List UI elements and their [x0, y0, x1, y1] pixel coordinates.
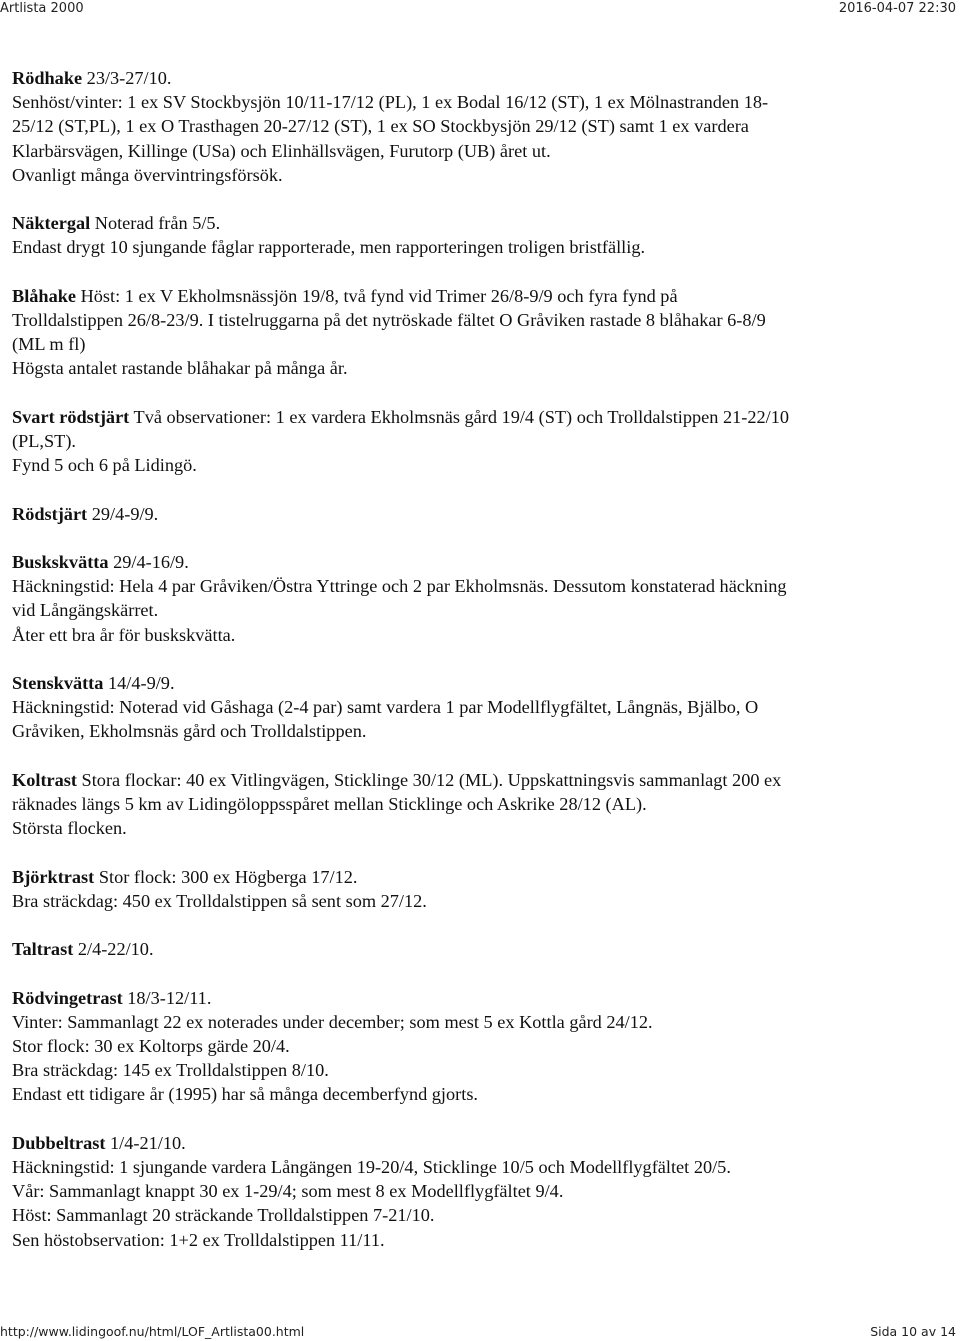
species-heading-line	[12, 768, 948, 792]
species-note: Vår: Sammanlagt knappt 30 ex 1-29/4; som mest 8 ex Modellflygfältet 9/4.	[12, 1181, 564, 1202]
species-heading-line	[12, 405, 948, 429]
page-footer	[0, 1324, 960, 1341]
species-note: Klarbärsvägen, Killinge (USa) och Elinhällsvägen, Furutorp (UB) året ut.	[12, 140, 551, 161]
species-note: (PL,ST).	[12, 431, 76, 451]
species-name: Dubbeltrast	[12, 1132, 106, 1153]
species-note: (ML m fl)	[12, 334, 86, 355]
species-note: Häckningstid: Hela 4 par Gråviken/Östra Yttringe och 2 par Ekholmsnäs. Dessutom konstaterad häckning	[12, 576, 787, 597]
species-name: Taltrast	[12, 939, 74, 960]
species-heading-line	[12, 671, 948, 695]
species-name: Stenskvätta	[12, 672, 104, 693]
species-entry	[12, 671, 948, 744]
species-entry	[12, 986, 948, 1107]
print-timestamp: 2016-04-07 22:30	[838, 1, 956, 16]
species-summary: 29/4-16/9.	[108, 551, 189, 572]
species-heading-line	[12, 1131, 948, 1155]
species-heading-line	[12, 986, 948, 1010]
species-heading-line	[12, 865, 948, 889]
species-note: Största flocken.	[12, 818, 127, 839]
species-entry	[12, 405, 948, 478]
species-summary: Två observationer: 1 ex vardera Ekholmsnäs gård 19/4 (ST) och Trolldalstippen 21-22/10	[129, 406, 789, 427]
species-summary: Höst: 1 ex V Ekholmsnässjön 19/8, två fynd vid Trimer 26/8-9/9 och fyra fynd på	[76, 285, 678, 306]
species-heading-line	[12, 502, 948, 526]
species-entry	[12, 550, 948, 647]
species-note: räknades längs 5 km av Lidingöloppsspåret mellan Sticklinge och Askrike 28/12 (AL).	[12, 793, 647, 814]
species-heading-line	[12, 284, 948, 308]
species-note: Trolldalstippen 26/8-23/9. I tistelruggarna på det nytröskade fältet O Gråviken rastade 8 blåhakar 6-8/9	[12, 310, 766, 330]
species-note: 25/12 (ST,PL), 1 ex O Trasthagen 20-27/12 (ST), 1 ex SO Stockbysjön 29/12 (ST) samt 1 ex vardera	[12, 116, 749, 137]
species-entry	[12, 1131, 948, 1252]
species-entry	[12, 66, 948, 187]
species-name: Buskskvätta	[12, 551, 109, 572]
species-note: Bra sträckdag: 145 ex Trolldalstippen 8/10.	[12, 1060, 329, 1081]
species-summary: Stor flock: 300 ex Högberga 17/12.	[94, 866, 358, 887]
page-number: Sida 10 av 14	[870, 1324, 956, 1339]
document-title: Artlista 2000	[0, 1, 84, 16]
source-url[interactable]: http://www.lidingoof.nu/html/LOF_Artlista00.html	[0, 1324, 305, 1339]
species-summary: Noterad från 5/5.	[90, 213, 221, 234]
species-name: Rödvingetrast	[12, 987, 123, 1008]
species-summary: 29/4-9/9.	[87, 503, 159, 524]
species-note: Endast drygt 10 sjungande fåglar rapporterade, men rapporteringen troligen bristfällig.	[12, 237, 646, 258]
species-note: Häckningstid: 1 sjungande vardera Långängen 19-20/4, Sticklinge 10/5 och Modellflygfältet 20/5.	[12, 1156, 731, 1177]
species-entry	[12, 865, 948, 913]
species-note: Senhöst/vinter: 1 ex SV Stockbysjön 10/11-17/12 (PL), 1 ex Bodal 16/12 (ST), 1 ex Mölnastranden 18-	[12, 92, 769, 113]
page-header	[0, 0, 960, 22]
species-heading-line	[12, 211, 948, 235]
species-note: Fynd 5 och 6 på Lidingö.	[12, 455, 197, 476]
species-entry	[12, 284, 948, 381]
species-name: Svart rödstjärt	[12, 406, 130, 427]
species-name: Näktergal	[12, 213, 91, 234]
species-entry	[12, 502, 948, 526]
species-note: Endast ett tidigare år (1995) har så många decemberfynd gjorts.	[12, 1084, 479, 1105]
species-summary: 18/3-12/11.	[122, 987, 212, 1008]
species-entry	[12, 937, 948, 961]
species-note: Bra sträckdag: 450 ex Trolldalstippen så sent som 27/12.	[12, 890, 427, 911]
species-note: Stor flock: 30 ex Koltorps gärde 20/4.	[12, 1035, 290, 1056]
species-list	[12, 66, 948, 1276]
species-summary: 2/4-22/10.	[73, 939, 154, 960]
species-summary: Stora flockar: 40 ex Vitlingvägen, Sticklinge 30/12 (ML). Uppskattningsvis sammanlagt 200 ex	[76, 769, 782, 790]
species-entry	[12, 211, 948, 259]
species-name: Björktrast	[12, 866, 95, 887]
species-name: Rödstjärt	[12, 503, 88, 524]
species-note: Vinter: Sammanlagt 22 ex noterades under december; som mest 5 ex Kottla gård 24/12.	[12, 1011, 653, 1032]
species-note: vid Långängskärret.	[12, 600, 159, 621]
species-note: Häckningstid: Noterad vid Gåshaga (2-4 par) samt vardera 1 par Modellflygfältet, Långnäs, Bjälbo, O	[12, 697, 759, 718]
species-note: Högsta antalet rastande blåhakar på många år.	[12, 358, 348, 379]
species-note: Ovanligt många övervintringsförsök.	[12, 164, 283, 185]
species-name: Rödhake	[12, 68, 83, 88]
species-note: Sen höstobservation: 1+2 ex Trolldalstippen 11/11.	[12, 1229, 385, 1250]
species-summary: 1/4-21/10.	[105, 1132, 186, 1153]
species-summary: 14/4-9/9.	[103, 672, 175, 693]
species-summary: 23/3-27/10.	[82, 68, 172, 88]
species-note: Höst: Sammanlagt 20 sträckande Trolldalstippen 7-21/10.	[12, 1205, 435, 1226]
species-heading-line	[12, 937, 948, 961]
species-heading-line	[12, 66, 948, 90]
species-name: Koltrast	[12, 769, 77, 790]
species-note: Åter ett bra år för buskskvätta.	[12, 624, 236, 645]
species-note: Gråviken, Ekholmsnäs gård och Trolldalstippen.	[12, 721, 367, 742]
species-name: Blåhake	[12, 285, 77, 306]
species-entry	[12, 768, 948, 841]
species-heading-line	[12, 550, 948, 574]
